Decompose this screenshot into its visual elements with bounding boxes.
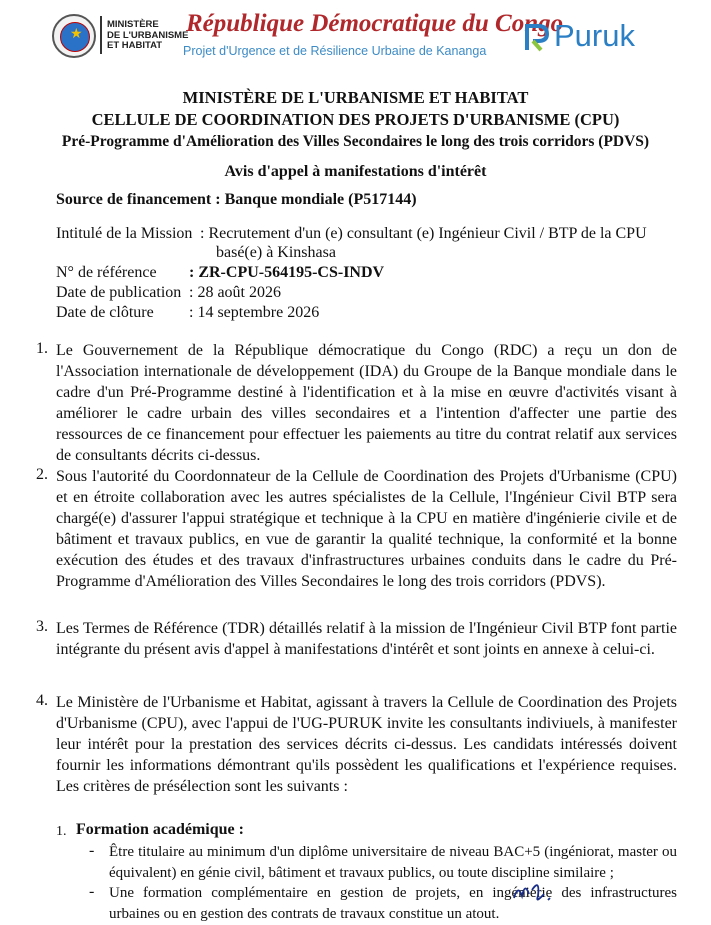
signature-initials-icon xyxy=(510,876,560,906)
ministry-name xyxy=(107,20,188,52)
title-program: Pré-Programme d'Amélioration des Villes Secondaires le long des trois corridors (PDVS) xyxy=(61,133,650,150)
closing-value: : 14 septembre 2026 xyxy=(189,304,320,321)
paragraph-3: Les Termes de Référence (TDR) détaillés relatif à la mission de l'Ingénieur Civil BTP font partie intégrante du présent avis d'appel à manifestations d'intérêt et sont joints en annexe à celui-ci. xyxy=(56,620,677,658)
paragraph-2: Sous l'autorité du Coordonnateur de la Cellule de Coordination des Projets d'Urbanisme (CPU) et en étroite collaboration avec les autres spécialistes de la Cellule, l'Ingénieur Civil BTP sera chargé(e) d'assurer l'appui stratégique et technique à la CPU en matière d'ingénierie civile et de bâtiment et travaux publics, en vue de garantir la qualité technique, la conformité et la bonne exécution des études et des travaux d'infrastructures urbaines conduits dans le cadre du Pré-Programme d'Amélioration des Villes Secondaires le long des trois corridors (PDVS). xyxy=(56,468,677,590)
paragraph-number: 2. xyxy=(36,466,48,483)
publication-value: : 28 août 2026 xyxy=(189,284,281,301)
publication-label: Date de publication xyxy=(56,284,182,301)
ministry-line: ET HABITAT xyxy=(107,40,163,51)
brand-name: Puruk xyxy=(554,18,635,53)
criteria-bullet-1: Être titulaire au minimum d'un diplôme universitaire de niveau BAC+5 (ingéniorat, master ou équivalent) en génie civil, bâtiment et travaux publics, ou toute discipline similaire ; xyxy=(109,844,677,881)
divider xyxy=(100,16,102,54)
criteria-number: 1. xyxy=(56,824,67,839)
bullet-dash: - xyxy=(89,883,95,900)
reference-value: : ZR-CPU-564195-CS-INDV xyxy=(189,264,385,281)
letterhead xyxy=(0,0,711,75)
puruk-logo-icon xyxy=(524,22,550,52)
ministry-seal-icon: ★ xyxy=(52,14,96,58)
criteria-title: Formation académique : xyxy=(76,821,244,838)
mission-value: : Recrutement d'un (e) consultant (e) Ingénieur Civil / BTP de la CPU xyxy=(200,225,647,242)
funding-source: Source de financement : Banque mondiale (P517144) xyxy=(56,191,417,208)
project-subtitle: Projet d'Urgence et de Résilience Urbaine de Kananga xyxy=(183,44,487,58)
title-ministry: MINISTÈRE DE L'URBANISME ET HABITAT xyxy=(182,88,529,107)
ministry-line: DE L'URBANISME xyxy=(107,29,189,41)
country-title: République Démocratique du Congo xyxy=(186,10,564,37)
paragraph-4: Le Ministère de l'Urbanisme et Habitat, agissant à travers la Cellule de Coordination des Projets d'Urbanisme (CPU), avec l'appui de l'UG-PURUK invite les consultants indiviuels, à manifester leur intérêt pour la prestation des services décrits ci-dessus. Les candidats intéressés doivent fournir les informations démontrant qu'ils possèdent les qualifications et l'expérience requises. Les critères de présélection sont les suivants : xyxy=(56,694,677,795)
paragraph-number: 4. xyxy=(36,692,48,709)
reference-label: N° de référence xyxy=(56,264,157,281)
title-notice: Avis d'appel à manifestations d'intérêt xyxy=(224,163,487,180)
paragraph-1: Le Gouvernement de la République démocratique du Congo (RDC) a reçu un don de l'Association internationale de développement (IDA) du Groupe de la Banque mondiale dans le cadre d'un Pré-Programme destiné à l'identification et à la mise en œuvre d'activités visant à améliorer le cadre urbain des villes secondaires et a l'intention d'affecter une partie des ressources de ce financement pour effectuer les paiements au titre du contrat relatif aux services de consultants décrits ci-dessus. xyxy=(56,342,677,464)
ministry-line: MINISTÈRE xyxy=(107,19,159,30)
mission-value-cont: basé(e) à Kinshasa xyxy=(216,244,336,261)
paragraph-number: 1. xyxy=(36,340,48,357)
mission-label: Intitulé de la Mission xyxy=(56,225,193,242)
title-cpu: CELLULE DE COORDINATION DES PROJETS D'URBANISME (CPU) xyxy=(91,110,620,129)
paragraph-number: 3. xyxy=(36,618,48,635)
criteria-bullet-2: Une formation complémentaire en gestion de projets, en ingénierie des infrastructures urbaines ou en gestion des contrats de travaux constitue un atout. xyxy=(109,885,677,922)
closing-label: Date de clôture xyxy=(56,304,154,321)
bullet-dash: - xyxy=(89,842,95,859)
